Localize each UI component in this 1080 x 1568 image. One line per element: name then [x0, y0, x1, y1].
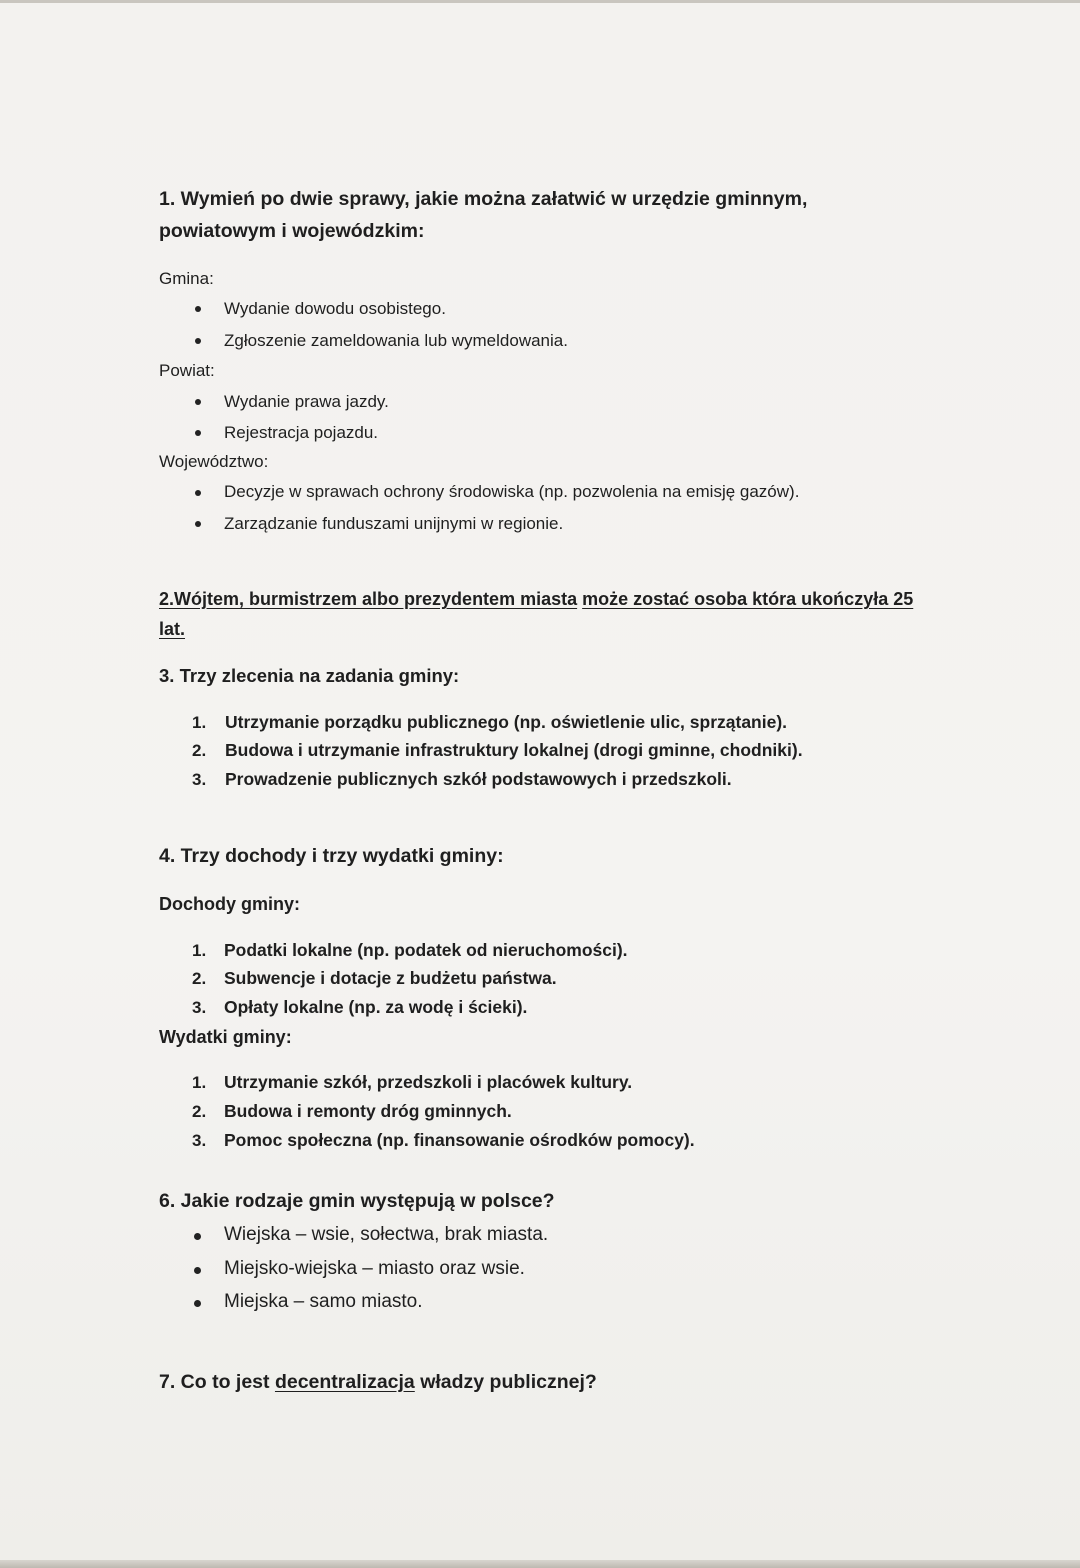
q7-part3: władzy publicznej? [420, 1371, 597, 1393]
expense-item-1: Utrzymanie szkół, przedszkoli i placówek kultury. [224, 1072, 633, 1092]
powiat-item-2: Rejestracja pojazdu. [224, 423, 379, 442]
q2-part2: może zostać osoba która ukończyła 25 [582, 589, 914, 609]
bullet-icon [194, 1267, 201, 1274]
bullet-icon [195, 490, 201, 496]
woj-item-1: Decyzje w sprawach ochrony środowiska (np. pozwolenia na emisję gazów). [224, 482, 800, 501]
q4-title: 4. Trzy dochody i trzy wydatki gminy: [159, 845, 504, 867]
q1-title-line1: 1. Wymień po dwie sprawy, jakie można załatwić w urzędzie gminnym, [159, 188, 808, 210]
q1-title-line2: powiatowym i wojewódzkim: [159, 220, 425, 242]
q2-line1 [159, 589, 913, 611]
q7-part1: 7. Co to jest [159, 1371, 270, 1393]
q6-item-3: Miejska – samo miasto. [224, 1291, 423, 1312]
q3-item-3: Prowadzenie publicznych szkół podstawowych i przedszkoli. [225, 769, 732, 789]
bullet-icon [195, 430, 201, 436]
q3-num-1: 1. [192, 713, 207, 732]
paper-top-edge [0, 0, 1080, 3]
q6-item-1: Wiejska – wsie, sołectwa, brak miasta. [224, 1224, 549, 1245]
bullet-icon [195, 338, 201, 344]
bullet-icon [194, 1300, 201, 1307]
q3-item-2: Budowa i utrzymanie infrastruktury lokalnej (drogi gminne, chodniki). [225, 740, 803, 760]
income-label: Dochody gminy: [159, 894, 301, 914]
bullet-icon [194, 1233, 201, 1240]
expense-label: Wydatki gminy: [159, 1027, 292, 1047]
q2-part1: 2.Wójtem, burmistrzem albo prezydentem miasta [159, 589, 578, 609]
gmina-label: Gmina: [159, 269, 214, 288]
powiat-item-1: Wydanie prawa jazdy. [224, 392, 389, 411]
q6-title: 6. Jakie rodzaje gmin występują w polsce? [159, 1190, 555, 1212]
gmina-item-1: Wydanie dowodu osobistego. [224, 299, 446, 318]
income-item-2: Subwencje i dotacje z budżetu państwa. [224, 968, 557, 988]
gmina-item-2: Zgłoszenie zameldowania lub wymeldowania. [224, 331, 568, 350]
bullet-icon [195, 306, 201, 312]
bullet-icon [195, 399, 201, 405]
income-item-1: Podatki lokalne (np. podatek od nieruchomości). [224, 940, 628, 960]
income-num-3: 3. [192, 998, 207, 1017]
paper-bottom-edge [0, 1560, 1080, 1568]
q3-title: 3. Trzy zlecenia na zadania gminy: [159, 665, 460, 686]
income-num-1: 1. [192, 941, 207, 960]
q6-item-2: Miejsko-wiejska – miasto oraz wsie. [224, 1258, 525, 1279]
q7-part2: decentralizacja [274, 1371, 415, 1393]
powiat-label: Powiat: [159, 361, 215, 380]
expense-item-3: Pomoc społeczna (np. finansowanie ośrodków pomocy). [224, 1130, 695, 1150]
expense-item-2: Budowa i remonty dróg gminnych. [224, 1101, 512, 1121]
income-item-3: Opłaty lokalne (np. za wodę i ścieki). [224, 997, 528, 1017]
income-num-2: 2. [192, 969, 207, 988]
woj-item-2: Zarządzanie funduszami unijnymi w regionie. [224, 514, 564, 533]
expense-num-3: 3. [192, 1131, 207, 1150]
bullet-icon [195, 521, 201, 527]
q3-num-2: 2. [192, 741, 207, 760]
q3-num-3: 3. [192, 770, 207, 789]
q2-part3: lat. [159, 619, 186, 639]
q7-title [159, 1371, 597, 1394]
wojewodztwo-label: Województwo: [159, 452, 269, 471]
expense-num-1: 1. [192, 1073, 207, 1092]
q3-item-1: Utrzymanie porządku publicznego (np. oświetlenie ulic, sprzątanie). [225, 712, 788, 732]
expense-num-2: 2. [192, 1102, 207, 1121]
